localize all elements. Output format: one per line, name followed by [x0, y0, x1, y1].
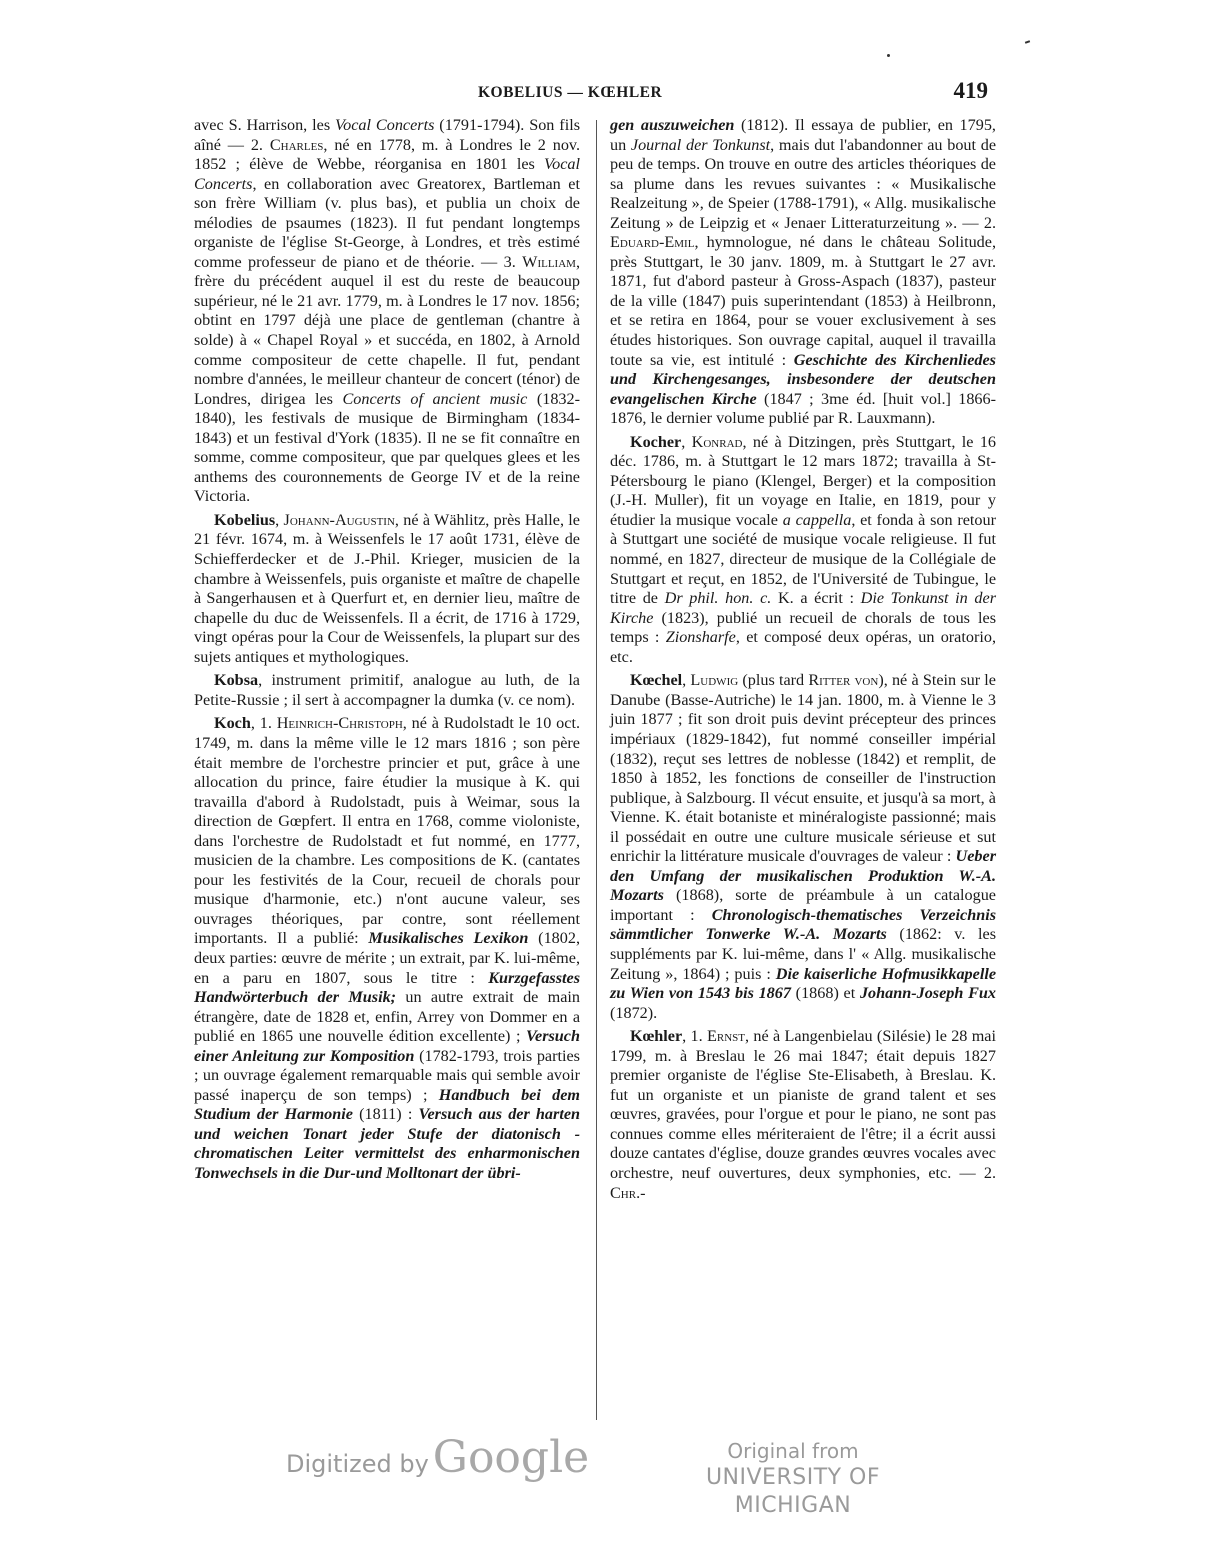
text-run: , frère du précédent auquel il est du reste de beaucoup supérieur, né le 21 avr. 1779, m. à Londres le 17 nov. 1856; obtint en 1797 déjà une place de gentleman (chantre à solde) à « Chapel Royal » et succéda, en 1802, à Arnold comme compositeur de cette chapelle. Il fut, pendant nombre d'années, le meilleur chanteur de concert (ténor) de Londres, dirigea les [194, 252, 580, 408]
page-header [190, 80, 1000, 108]
small-caps-name: William [522, 252, 576, 271]
text-run: , né en 1778, m. à Londres le 2 nov. 1852 ; élève de Webbe, réorganisa en 1801 les [194, 135, 580, 174]
italic-title: Journal der Tonkunst [630, 135, 771, 154]
bold-italic-title: Chronologisch-thematisches Verzeichnis sämmtlicher Tonwerke W.-A. Mozarts [610, 905, 996, 944]
headword: Kobelius [214, 510, 276, 529]
text-run: , né à Wählitz, près Halle, le 21 févr. 1674, m. à Weissenfels le 17 août 1731, élève de Schiefferdecker et de J.-Phil. Krieger, musicien de la chambre à Weissenfels, puis organiste et maître de chapelle à Sangerhausen et à Querfurt et, en dernier lieu, maître de chapelle du duc de Weissenfels. Il a écrit, de 1716 à 1729, vingt opéras pour la Cour de Weissenfels, la plupart sur des sujets antiques et mythologiques. [194, 510, 580, 666]
continued-paragraph [194, 116, 580, 507]
google-logo-text: Google [432, 1432, 590, 1483]
italic-title: Zionsharfe [665, 628, 736, 647]
small-caps-name: Konrad [691, 432, 743, 451]
left-column [194, 116, 580, 1184]
entry-kobsa [194, 671, 580, 710]
small-caps-name: Ernst [707, 1027, 746, 1046]
text-run: (1782-1793, trois parties ; un ouvrage également remarquable mais qui semble avoir passé inaperçu de son temps) ; [194, 1046, 580, 1104]
scan-speck [1025, 40, 1030, 44]
text-run: (1847 ; 3me éd. [huit vol.] 1866-1876, le dernier volume publié par R. Lauxmann). [610, 389, 996, 428]
text-run: (1802, deux parties: œuvre de mérite ; un extrait, par K. lui-même, en a paru en 1807, sous le titre : [194, 929, 580, 987]
small-caps-name: Ludwig [690, 671, 739, 690]
headword: Kocher [630, 432, 682, 451]
text-run: (1823), publié un recueil de chorals de tous les temps : [610, 608, 996, 647]
text-run: , mais dut l'abandonner au bout de peu de temps. On trouve en outre des articles théoriques de sa plume dans les revues suivantes : « Musikalische Realzeitung », de Speier (1788-1791), « Allg. musikalische Zeitung » de Leipzig et « Jenaer Litteraturzeitung ». — 2. [610, 135, 997, 232]
text-run: K. a écrit : [771, 589, 861, 608]
entry-koch [194, 714, 580, 1183]
text-run: , [682, 671, 691, 690]
bold-italic-title: Handbuch bei dem Studium der Harmonie [194, 1085, 581, 1124]
entry-koehler [610, 1027, 996, 1203]
continued-paragraph-koch [610, 116, 996, 429]
text-run: , [275, 510, 284, 529]
text-run: (1832-1840), les festivals de musique de Birmingham (1834-1843) et un festival d'York (1835). Il ne se fit connaître en somme, comme compositeur, que par quelques glees et les anthems des couronnements de George IV et de la reine Victoria. [194, 389, 581, 506]
bold-italic-title: Johann-Joseph Fux [859, 984, 996, 1003]
text-run: , en collaboration avec Greatorex, Bartleman et son frère William (v. plus bas), et publia un choix de mélodies de psaumes (1823). Il fut pendant longtemps organiste de l'église St-George, à Londres, et très estimé comme professeur de piano et de théorie. — 3. [194, 174, 580, 271]
bold-italic-title: Geschichte des Kirchenliedes und Kirchengesanges, insbesondere der deutschen evangelischen Kirche [610, 350, 996, 408]
italic-title: Vocal Concerts [335, 116, 435, 134]
small-caps-name: Eduard-Emil [610, 233, 695, 252]
original-from-text: Original from [727, 1439, 859, 1463]
text-run: , [681, 432, 692, 451]
text-run: un autre extrait de main étrangère, date de 1828 et, enfin, Arrey von Dommer en a publié en 1865 une nouvelle édition excellente) ; [194, 988, 580, 1046]
original-from-watermark [668, 1438, 918, 1520]
scan-speck [887, 54, 890, 57]
text-run: (1862: v. les suppléments par K. lui-même, dans l' « Allg. musikalische Zeitung », 1864) ; puis : [610, 925, 996, 983]
text-run: , 1. [250, 714, 277, 733]
text-run: avec S. Harrison, les [194, 116, 336, 134]
text-run: , 1. [682, 1027, 707, 1046]
text-run: ), né à Stein sur le Danube (Basse-Autriche) le 14 jan. 1800, m. à Vienne le 3 juin 1877 ; fit son droit puis devint précepteur des princes impériaux (1829-1842), fut nommé conseiller impérial (1832), reçut ses lettres de noblesse (1842) et remplit, de 1850 à 1852, les fonctions de conseiller de l'instruction publique, à Salzbourg. Il vécut ensuite, et jusqu'à sa mort, à Vienne. K. était botaniste et minéralogiste passionné; mais il possédait en outre une culture musicale sérieuse et sut enrichir la littérature musicale d'ouvrages de valeur : [610, 671, 996, 866]
small-caps-name: Ritter von [808, 671, 879, 690]
bold-italic-title: Musikalisches Lexikon [368, 929, 529, 948]
digitized-by-text: Digitized by [286, 1450, 429, 1478]
text-run: , né à Ditzingen, près Stuttgart, le 16 déc. 1786, m. à Stuttgart le 12 mars 1872; travailla à St-Pétersbourg le piano (Klengel, Berger) et la composition (J.-H. Muller), fit un voyage en Italie, en 1819, pour y étudier la musique vocale [610, 432, 997, 529]
text-run: (1811) : [352, 1105, 419, 1124]
italic-title: Dr phil. hon. c. [664, 589, 772, 608]
digitized-by-google-watermark [286, 1432, 589, 1483]
entry-koechel [610, 671, 996, 1023]
text-run: , instrument primitif, analogue au luth, de la Petite-Russie ; il sert à accompagner la dumka (v. ce nom). [194, 671, 580, 709]
text-run: (1812). Il essaya de publier, en 1795, un [610, 116, 996, 154]
text-run: (1868), sorte de préambule à un catalogue important : [610, 886, 996, 924]
small-caps-name: Johann-Augustin [283, 510, 395, 529]
text-run: , et fonda à son retour à Stuttgart une société de musique vocale religieuse. Il fut nommé, en 1827, directeur de musique de la Collégiale de Stuttgart et reçut, en 1852, de l'Université de Tubingue, le titre de [610, 510, 996, 608]
bold-italic-title: gen auszuweichen [610, 116, 735, 134]
column-divider [596, 120, 597, 1420]
page-number: 419 [953, 78, 988, 103]
italic-title: Die Tonkunst in der Kirche [610, 589, 996, 627]
italic-title: Concerts of ancient music [342, 389, 528, 408]
entry-kobelius [194, 511, 580, 667]
text-run: , né à Langenbielau (Silésie) le 28 mai 1799, m. à Breslau le 26 mai 1847; était depuis 1827 premier organiste de l'église Ste-Elisabeth, à Breslau. K. fut un organiste et un pianiste de grand talent et ses œuvres, gravées, pour l'orgue et pour le piano, ne sont pas connues comme elles mériteraient de l'être; il a écrit aussi douze cantates d'église, douze grandes œuvres vocales avec orchestre, neuf ouvertures, deux symphonies, etc. — 2. [610, 1027, 996, 1182]
entry-kocher [610, 433, 996, 668]
headword: Kobsa [214, 671, 259, 690]
bold-italic-title: Die kaiserliche Hofmusikkapelle zu Wien von 1543 bis 1867 [610, 964, 996, 1003]
text-run: , né à Rudolstadt le 10 oct. 1749, m. dans la même ville le 12 mars 1816 ; son père était membre de l'orchestre princier et put, grâce à une allocation du prince, faire étudier la musique à K. qui travailla d'abord à Rudolstadt, puis à Weimar, sous la direction de Gœpfert. Il entra en 1768, comme violoniste, dans l'orchestre de Rudolstadt et fut nommé, en 1777, musicien de la chambre. Les compositions de K. (cantates pour les festivités de la Cour, recueil de chorals pour musique d'harmonie, etc.) n'ont aucune valeur, ses ouvrages théoriques, par contre, sont réellement importants. Il a publié: [194, 714, 580, 948]
university-text: UNIVERSITY OF MICHIGAN [705, 1465, 881, 1518]
small-caps-name: Heinrich-Christoph [276, 714, 403, 733]
headword: Koch [214, 714, 251, 733]
text-run: , et composé deux opéras, un oratorio, etc. [610, 628, 996, 666]
small-caps-name: Charles [269, 135, 324, 154]
bold-italic-title: Ueber den Umfang der musikalischen Produktion W.-A. Mozarts [610, 847, 996, 905]
italic-title: a cappella [782, 510, 852, 529]
small-caps-name: Chr. [610, 1183, 641, 1202]
running-head: KOBELIUS — KŒHLER [478, 84, 663, 101]
bold-italic-title: Versuch einer Anleitung zur Komposition [194, 1027, 580, 1065]
text-run: , hymnologue, né dans le château Solitude, près Stuttgart, le 30 janv. 1809, m. à Stuttgart le 27 avr. 1871, fut d'abord pasteur à Gross-Aspach (1837), pasteur de la ville (1847) puis superintendant (1853) à Heilbronn, et se retira en 1864, pour se vouer exclusivement à ses études historiques. Son ouvrage capital, auquel il travailla toute sa vie, est intitulé : [610, 233, 996, 369]
text-run: (1868) et [790, 984, 860, 1003]
text-run: - [640, 1183, 646, 1202]
headword: Kœhler [630, 1027, 683, 1046]
headword: Kœchel [630, 671, 683, 690]
right-column [610, 116, 996, 1203]
italic-title: Vocal Concerts [194, 155, 580, 193]
bold-italic-title: Versuch aus der harten und weichen Tonart jeder Stufe der diatonisch - chromatischen Leiter vermittelst des enharmonischen Tonwechsels in die Dur-und Molltonart der übri- [194, 1105, 581, 1182]
bold-italic-title: Kurzgefasstes Handwörterbuch der Musik; [194, 968, 580, 1007]
text-run: (plus tard [738, 671, 809, 690]
text-run: (1872). [610, 1003, 658, 1022]
text-run: (1791-1794). Son fils aîné — 2. [194, 116, 580, 154]
